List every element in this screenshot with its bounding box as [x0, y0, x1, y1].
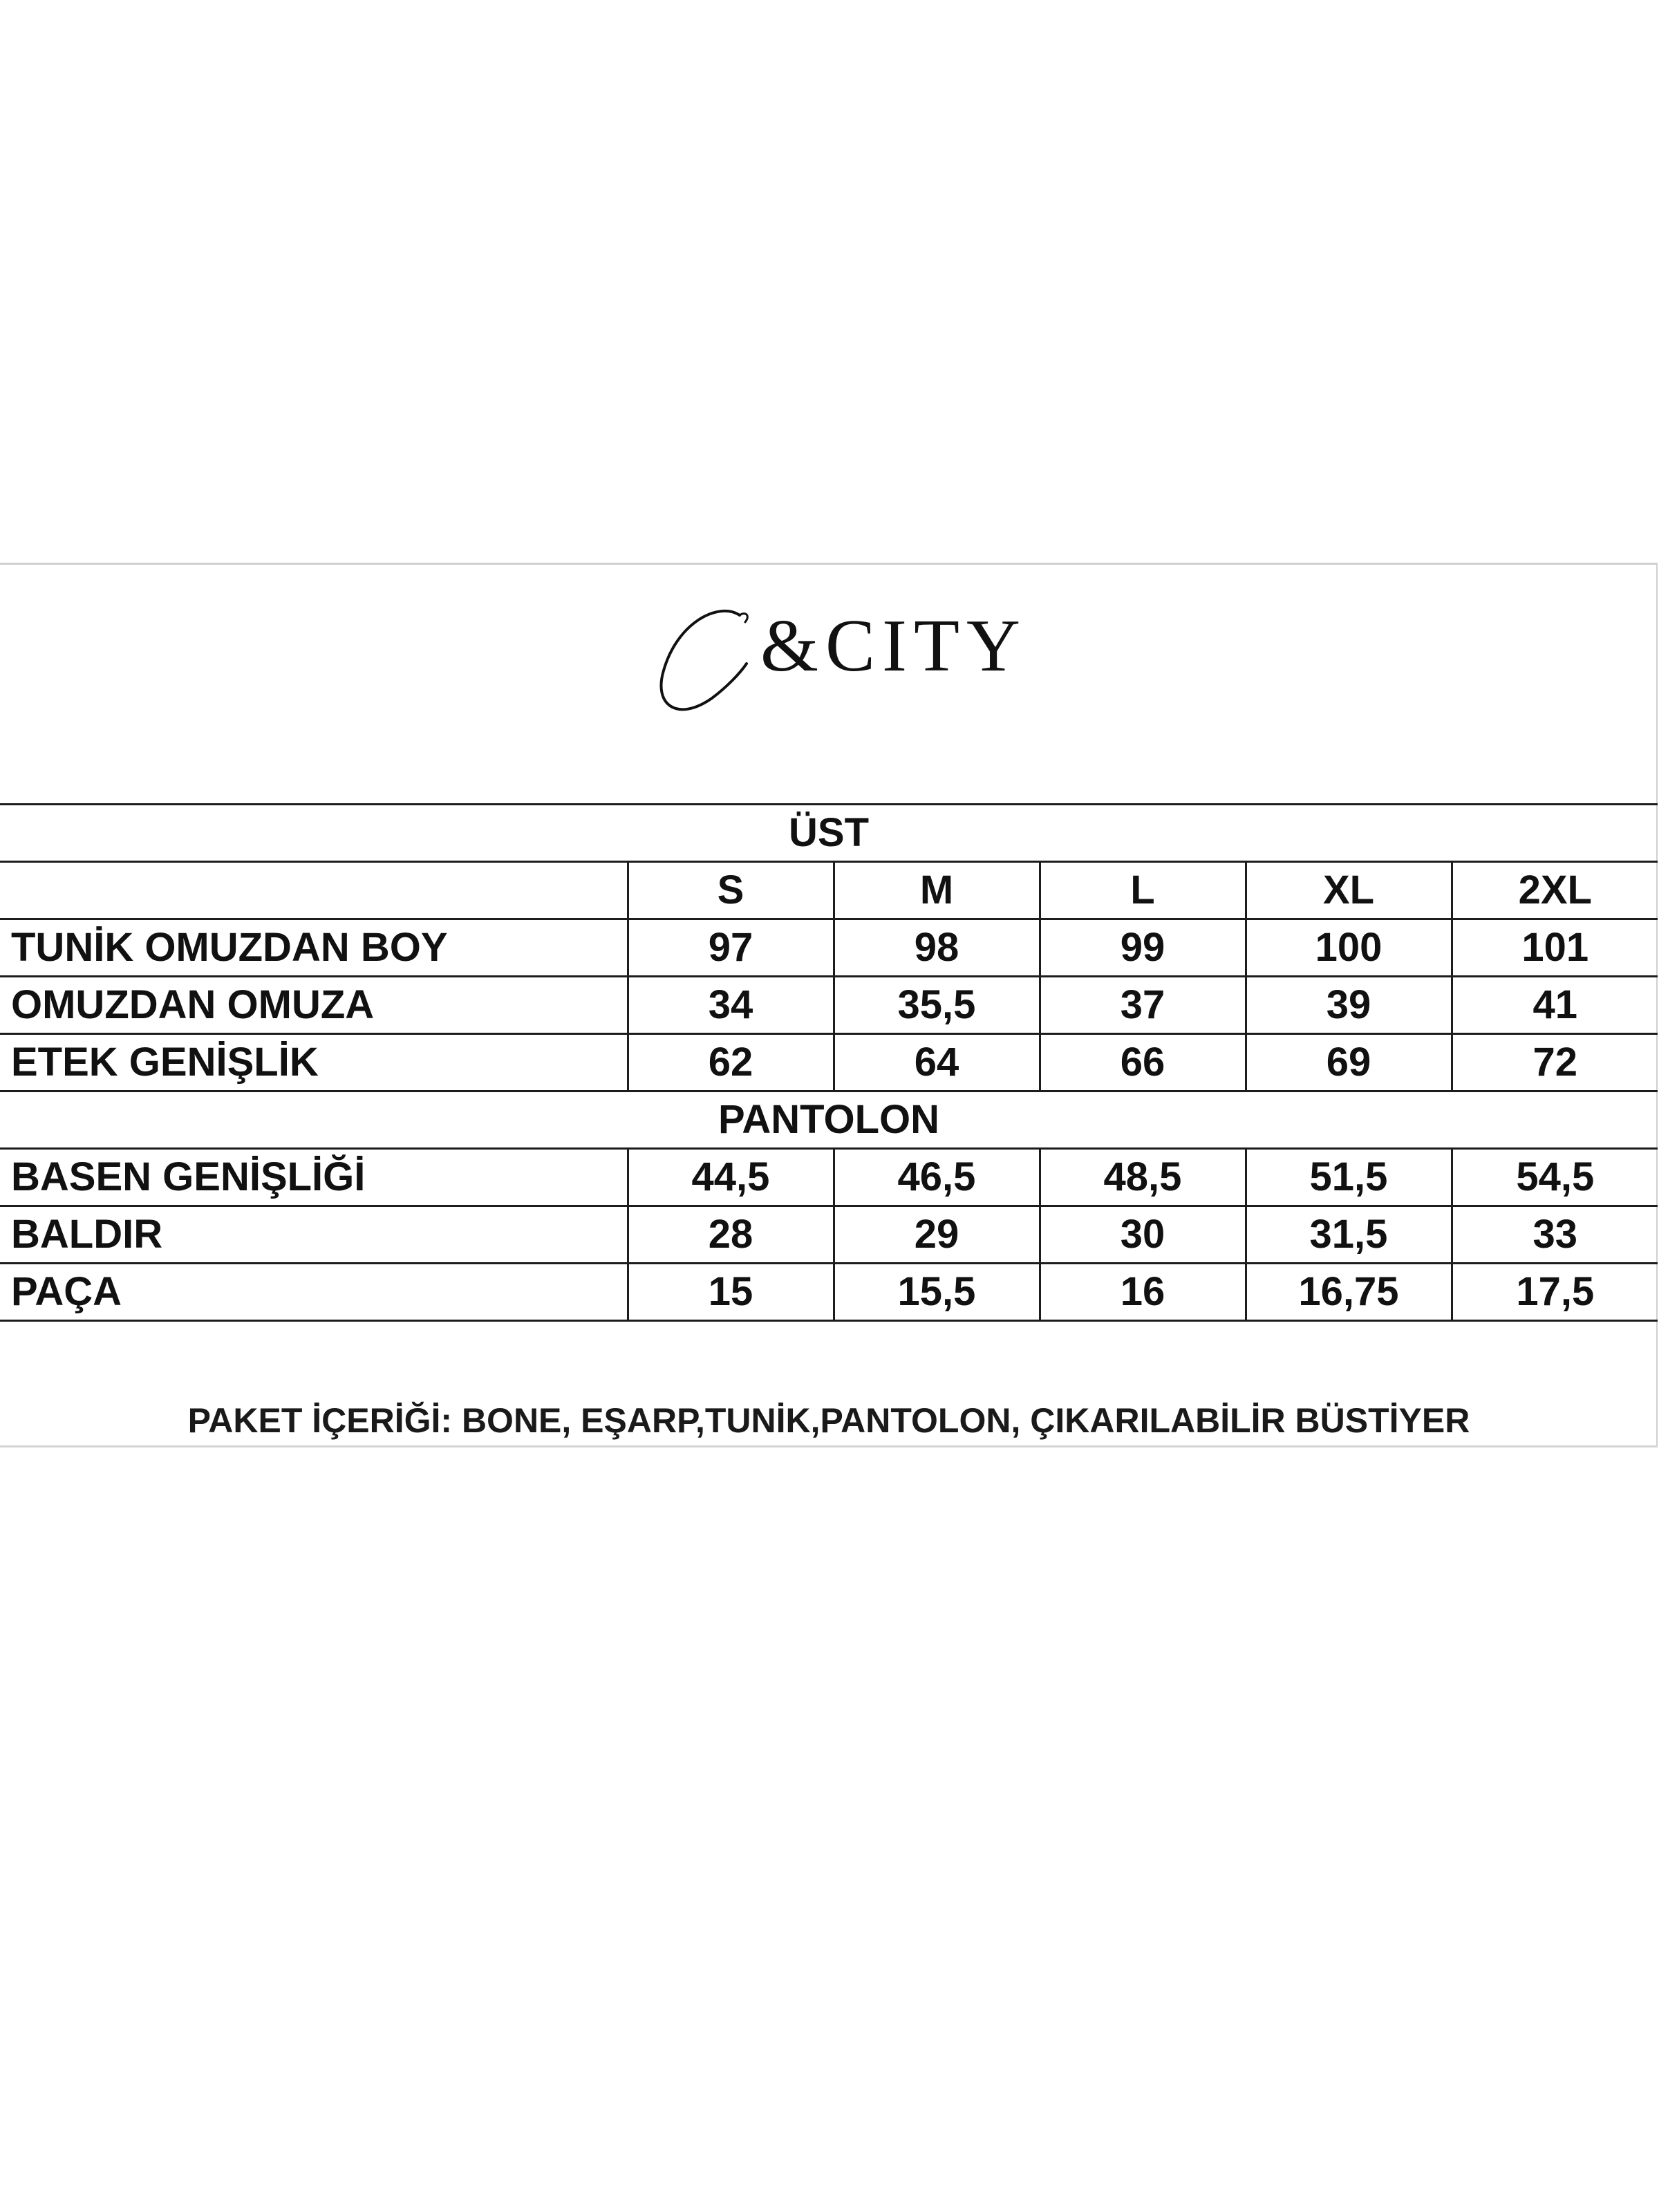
table-cell: 99 [1040, 919, 1246, 977]
table-cell: 17,5 [1452, 1264, 1658, 1321]
table-cell: 16 [1040, 1264, 1246, 1321]
table-cell: 15 [628, 1264, 834, 1321]
table-row [0, 919, 1658, 977]
table-cell: 39 [1246, 977, 1452, 1034]
table-cell: 46,5 [834, 1149, 1040, 1206]
table-cell: 30 [1040, 1206, 1246, 1264]
row-label: OMUZDAN OMUZA [0, 977, 628, 1034]
table-cell: 72 [1452, 1034, 1658, 1091]
table-row [0, 977, 1658, 1034]
table-cell: 34 [628, 977, 834, 1034]
table-cell: 97 [628, 919, 834, 977]
table-row [0, 1149, 1658, 1206]
table-cell: 62 [628, 1034, 834, 1091]
size-header-empty [0, 862, 628, 919]
table-cell: 98 [834, 919, 1040, 977]
table-row [0, 1264, 1658, 1321]
size-header-row [0, 862, 1658, 919]
table-cell: 51,5 [1246, 1149, 1452, 1206]
section-row-upper [0, 805, 1658, 862]
table-cell: 48,5 [1040, 1149, 1246, 1206]
table-cell: 28 [628, 1206, 834, 1264]
section-title-upper: ÜST [0, 805, 1658, 862]
table-row [0, 1206, 1658, 1264]
table-cell: 64 [834, 1034, 1040, 1091]
table-cell: 69 [1246, 1034, 1452, 1091]
table-cell: 33 [1452, 1206, 1658, 1264]
table-cell: 29 [834, 1206, 1040, 1264]
table-cell: 37 [1040, 977, 1246, 1034]
section-title-lower: PANTOLON [0, 1091, 1658, 1149]
row-label: BASEN GENİŞLİĞİ [0, 1149, 628, 1206]
size-header: M [834, 862, 1040, 919]
row-label: BALDIR [0, 1206, 628, 1264]
table-cell: 44,5 [628, 1149, 834, 1206]
size-header: S [628, 862, 834, 919]
row-label: PAÇA [0, 1264, 628, 1321]
row-label: ETEK GENİŞLİK [0, 1034, 628, 1091]
size-header: 2XL [1452, 862, 1658, 919]
table-row [0, 1034, 1658, 1091]
table-cell: 54,5 [1452, 1149, 1658, 1206]
package-contents: PAKET İÇERİĞİ: BONE, EŞARP,TUNİK,PANTOLON, ÇIKARILABİLİR BÜSTİYER [187, 1401, 1470, 1440]
row-label: TUNİK OMUZDAN BOY [0, 919, 628, 977]
brand-logo-text: &CITY [760, 605, 1027, 687]
size-header: L [1040, 862, 1246, 919]
size-table [0, 803, 1658, 1322]
size-header: XL [1246, 862, 1452, 919]
table-cell: 31,5 [1246, 1206, 1452, 1264]
table-cell: 16,75 [1246, 1264, 1452, 1321]
table-cell: 100 [1246, 919, 1452, 977]
table-cell: 41 [1452, 977, 1658, 1034]
table-cell: 66 [1040, 1034, 1246, 1091]
table-cell: 35,5 [834, 977, 1040, 1034]
table-cell: 101 [1452, 919, 1658, 977]
table-cell: 15,5 [834, 1264, 1040, 1321]
section-row-lower [0, 1091, 1658, 1149]
